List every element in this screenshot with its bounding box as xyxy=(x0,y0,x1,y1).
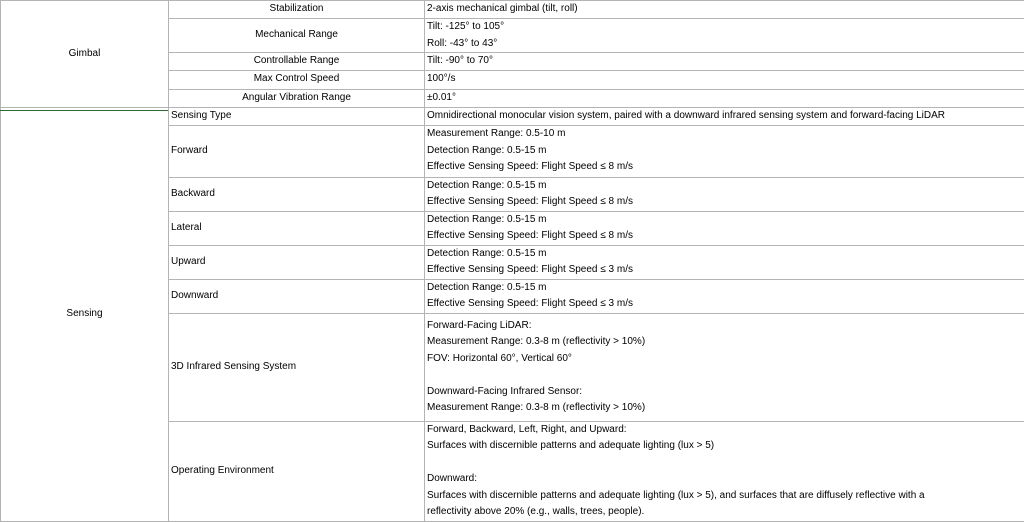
spec-value-line: Forward-Facing LiDAR: xyxy=(427,318,1022,335)
spec-value-line: Measurement Range: 0.5-10 m xyxy=(427,126,1022,143)
spec-value-line: Downward-Facing Infrared Sensor: xyxy=(427,384,1022,401)
spec-value-line: Effective Sensing Speed: Flight Speed ≤ 8 m/s xyxy=(427,194,1022,211)
spec-value xyxy=(425,53,1024,71)
spec-value-line: Downward: xyxy=(427,471,1022,488)
spec-label: 3D Infrared Sensing System xyxy=(169,313,425,421)
spec-value xyxy=(425,89,1024,107)
spec-label: Upward xyxy=(169,245,425,279)
spec-label: Max Control Speed xyxy=(169,70,425,89)
spec-value xyxy=(425,177,1024,211)
spec-label: Operating Environment xyxy=(169,421,425,521)
spec-value xyxy=(425,107,1024,125)
spec-value-line: reflectivity above 20% (e.g., walls, trees, people). xyxy=(427,504,1022,521)
spec-value-line: Surfaces with discernible patterns and adequate lighting (lux > 5), and surfaces that are diffusely reflective with a xyxy=(427,488,1022,505)
spec-value-line: 2-axis mechanical gimbal (tilt, roll) xyxy=(427,1,1022,18)
spec-value-line: Tilt: -125° to 105° xyxy=(427,19,1022,36)
sensing-group-label: Sensing xyxy=(1,107,169,521)
spec-value-line: Effective Sensing Speed: Flight Speed ≤ 8 m/s xyxy=(427,228,1022,245)
spec-label: Angular Vibration Range xyxy=(169,89,425,107)
gimbal-group-label: Gimbal xyxy=(1,1,169,108)
spec-value xyxy=(425,125,1024,177)
spec-value xyxy=(425,19,1024,53)
spec-value-line: Detection Range: 0.5-15 m xyxy=(427,178,1022,195)
spec-value-line: Forward, Backward, Left, Right, and Upward: xyxy=(427,422,1022,439)
spec-value-line: Detection Range: 0.5-15 m xyxy=(427,280,1022,297)
spec-value xyxy=(425,1,1024,19)
spec-value-line: Detection Range: 0.5-15 m xyxy=(427,246,1022,263)
spec-value xyxy=(425,211,1024,245)
spec-label: Controllable Range xyxy=(169,53,425,71)
spec-label: Downward xyxy=(169,279,425,313)
spec-value-line: 100°/s xyxy=(427,71,1022,88)
spec-value-line: Detection Range: 0.5-15 m xyxy=(427,143,1022,160)
spec-value-line xyxy=(427,367,1022,384)
spec-label: Backward xyxy=(169,177,425,211)
spec-label: Stabilization xyxy=(169,1,425,19)
spec-value-line: Effective Sensing Speed: Flight Speed ≤ 8 m/s xyxy=(427,159,1022,176)
spec-value xyxy=(425,279,1024,313)
spec-value-line: Omnidirectional monocular vision system, paired with a downward infrared sensing system and forward-facing LiDAR xyxy=(427,108,1022,125)
spec-value-line: Roll: -43° to 43° xyxy=(427,36,1022,53)
spec-value-line: Measurement Range: 0.3-8 m (reflectivity > 10%) xyxy=(427,334,1022,351)
spec-label: Lateral xyxy=(169,211,425,245)
spec-label: Forward xyxy=(169,125,425,177)
spec-value xyxy=(425,245,1024,279)
spec-value xyxy=(425,70,1024,89)
spec-value xyxy=(425,313,1024,421)
spec-value xyxy=(425,421,1024,521)
spec-value-line: FOV: Horizontal 60°, Vertical 60° xyxy=(427,351,1022,368)
spec-value-line xyxy=(427,455,1022,472)
spec-label: Sensing Type xyxy=(169,107,425,125)
spec-value-line: Measurement Range: 0.3-8 m (reflectivity > 10%) xyxy=(427,400,1022,417)
group-divider xyxy=(0,110,168,111)
spec-value-line: Effective Sensing Speed: Flight Speed ≤ 3 m/s xyxy=(427,262,1022,279)
spec-value-line: Surfaces with discernible patterns and adequate lighting (lux > 5) xyxy=(427,438,1022,455)
spec-value-line: ±0.01° xyxy=(427,90,1022,107)
spec-label: Mechanical Range xyxy=(169,19,425,53)
spec-value-line: Tilt: -90° to 70° xyxy=(427,53,1022,70)
table-row xyxy=(1,1,1024,19)
spec-value-line: Detection Range: 0.5-15 m xyxy=(427,212,1022,229)
spec-value-line: Effective Sensing Speed: Flight Speed ≤ 3 m/s xyxy=(427,296,1022,313)
spec-table-body xyxy=(1,1,1024,522)
